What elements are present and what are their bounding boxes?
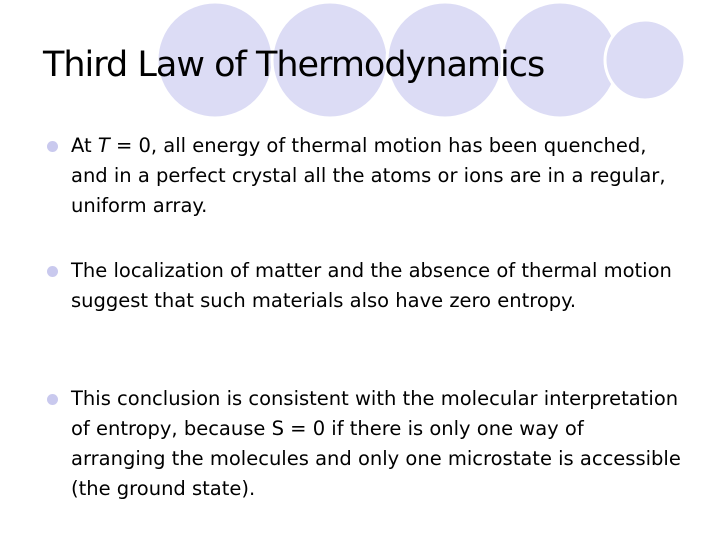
decor-circle [605,20,685,100]
bullet-icon [47,141,58,152]
bullet-icon [47,394,58,405]
bullet-item [71,256,681,316]
bullet-text: This conclusion is consistent with the molecular interpretation of entropy, because S = 0 if there is only one way of arranging the molecules and only one microstate is accessible (the ground state). [71,387,681,500]
slide-title: Third Law of Thermodynamics [43,45,545,85]
bullet-item [71,384,681,504]
bullet-item [71,131,681,221]
bullet-icon [47,266,58,277]
bullet-text: The localization of matter and the absence of thermal motion suggest that such materials also have zero entropy. [71,259,672,312]
variable-t: T [97,134,110,157]
bullet-text: At T = 0, all energy of thermal motion has been quenched, and in a perfect crystal all the atoms or ions are in a regular, uniform array. [71,134,666,217]
